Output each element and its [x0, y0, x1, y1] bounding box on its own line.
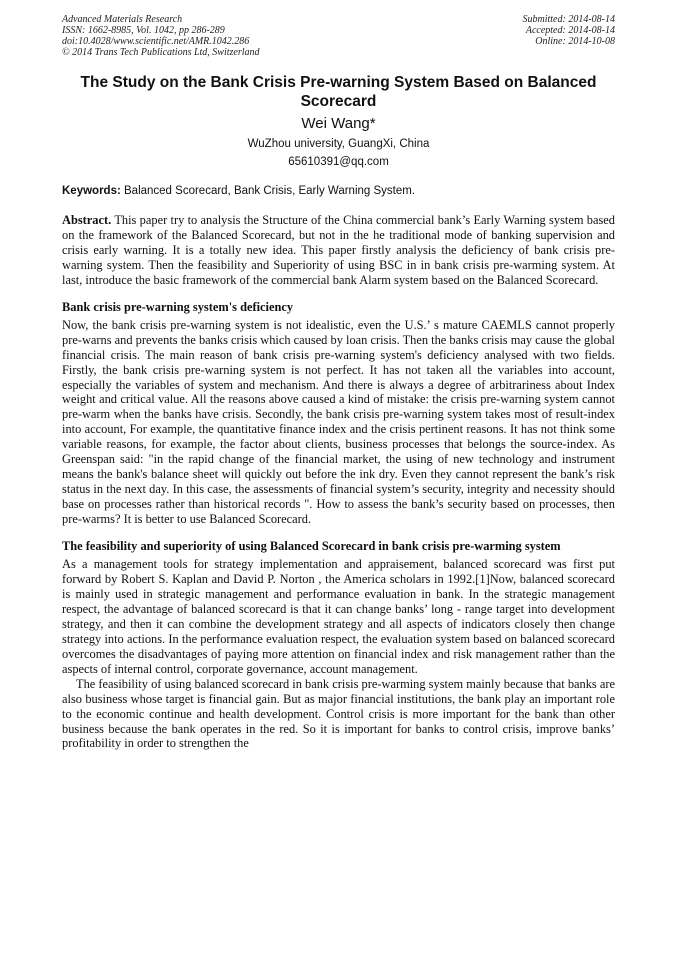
- online-date: Online: 2014-10-08: [535, 36, 615, 47]
- submitted-date: Submitted: 2014-08-14: [522, 14, 615, 25]
- journal-doi: doi:10.4028/www.scientific.net/AMR.1042.286: [62, 36, 250, 47]
- section-heading-feasibility: The feasibility and superiority of using Balanced Scorecard in bank crisis pre-warming system: [62, 539, 561, 554]
- journal-copyright: © 2014 Trans Tech Publications Ltd, Switzerland: [62, 47, 260, 58]
- section-paragraph: Now, the bank crisis pre-warning system is not idealistic, even the U.S.’ s mature CAEMLS cannot properly pre-warns and prevents the banks crisis which caused by loan crisis. Then the banks crisis may cause the global financial crisis. The main reason of bank crisis pre-warning system's deficiency analysed with two fields. Firstly, the bank crisis pre-warning system is not perfect. It has not taken all the variables into account, especially the variables of system and mechanism. And there is always a degree of arbitrariness about Index weight and critical value. All the reasons above caused a kind of mistake: the crisis pre-warning system cannot pre-warm when the banks have crisis. Secondly, the bank crisis pre-warning system takes most of result-index into account, For example, the quantitative finance index and the crisis pertinent reasons. It has not think some variable reasons, for example, the factor about clients, business processes that belongs the source-index. As Greenspan said: "in the rapid change of the financial market, the using of new technology and instrument means the bank's balance sheet will quickly out before the ink dry. Even they cannot represent the bank’s risk status in the next day. In this case, the assessments of financial system’s security, integrity and necessity should base on processes rather than historical records ". How to assess the bank’s security based on processes, then pre-warms? It is better to use Balanced Scorecard.: [62, 317, 615, 527]
- submission-dates: [523, 14, 616, 58]
- section-paragraph: The feasibility of using balanced scorecard in bank crisis pre-warming system mainly because that banks are also business whose target is financial gain. But as major financial institutions, the bank play an important role to the economic continue and health development. Control crisis is more important for the bank than other business because the bank operates in the red. So it is important for banks to control crisis, improve banks’ profitability in order to strengthen the: [62, 676, 615, 751]
- journal-info: [62, 14, 260, 58]
- paper-title: The Study on the Bank Crisis Pre-warning System Based on Balanced Scorecard: [80, 74, 597, 110]
- author-name: Wei Wang*: [301, 115, 376, 132]
- abstract: [62, 213, 615, 288]
- journal-issn: ISSN: 1662-8985, Vol. 1042, pp 286-289: [62, 25, 225, 36]
- section-heading-deficiency: Bank crisis pre-warning system's deficiency: [62, 299, 294, 314]
- abstract-label: Abstract.: [62, 213, 112, 227]
- accepted-date: Accepted: 2014-08-14: [525, 25, 615, 36]
- keywords-text: Balanced Scorecard, Bank Crisis, Early Warning System.: [124, 185, 416, 197]
- section-paragraph: As a management tools for strategy implementation and appraisement, balanced scorecard was first put forward by Robert S. Kaplan and David P. Norton , the America scholars in 1992.[1]Now, balanced scorecard is mainly used in strategic management and performance evaluation in bank. In the strategic management respect, the advantage of balanced scorecard is that it can change banks’ long - range target into development strategy, and then it can combine the development strategy and all aspects of indicators closely then change strategy into actions. In the performance evaluation respect, the evaluation system based on balanced scorecard overcomes the disadvantages of paying more attention on financial index and risk management rather than the aspects of internal control, corporate governance, account management.: [62, 557, 615, 676]
- keywords-label: Keywords:: [62, 185, 121, 197]
- keywords: [62, 185, 615, 197]
- journal-header: [62, 14, 615, 58]
- author-affiliation: WuZhou university, GuangXi, China: [247, 138, 430, 150]
- journal-name: Advanced Materials Research: [62, 14, 183, 25]
- abstract-text: This paper try to analysis the Structure of the China commercial bank’s Early Warning system based on the framework of the Balanced Scorecard, but not in the he traditional mode of banking supervision and crisis early warning. It is a totally new idea. This paper firstly analysis the deficiency of bank crisis pre-warning system. Then the feasibility and Superiority of using BSC in in bank crisis pre-warming system. At last, introduce the basic framework of the commercial bank Alarm system based on the Balanced Scorecard.: [62, 213, 616, 287]
- paper-page: [62, 14, 615, 751]
- author-email: 65610391@qq.com: [288, 156, 389, 168]
